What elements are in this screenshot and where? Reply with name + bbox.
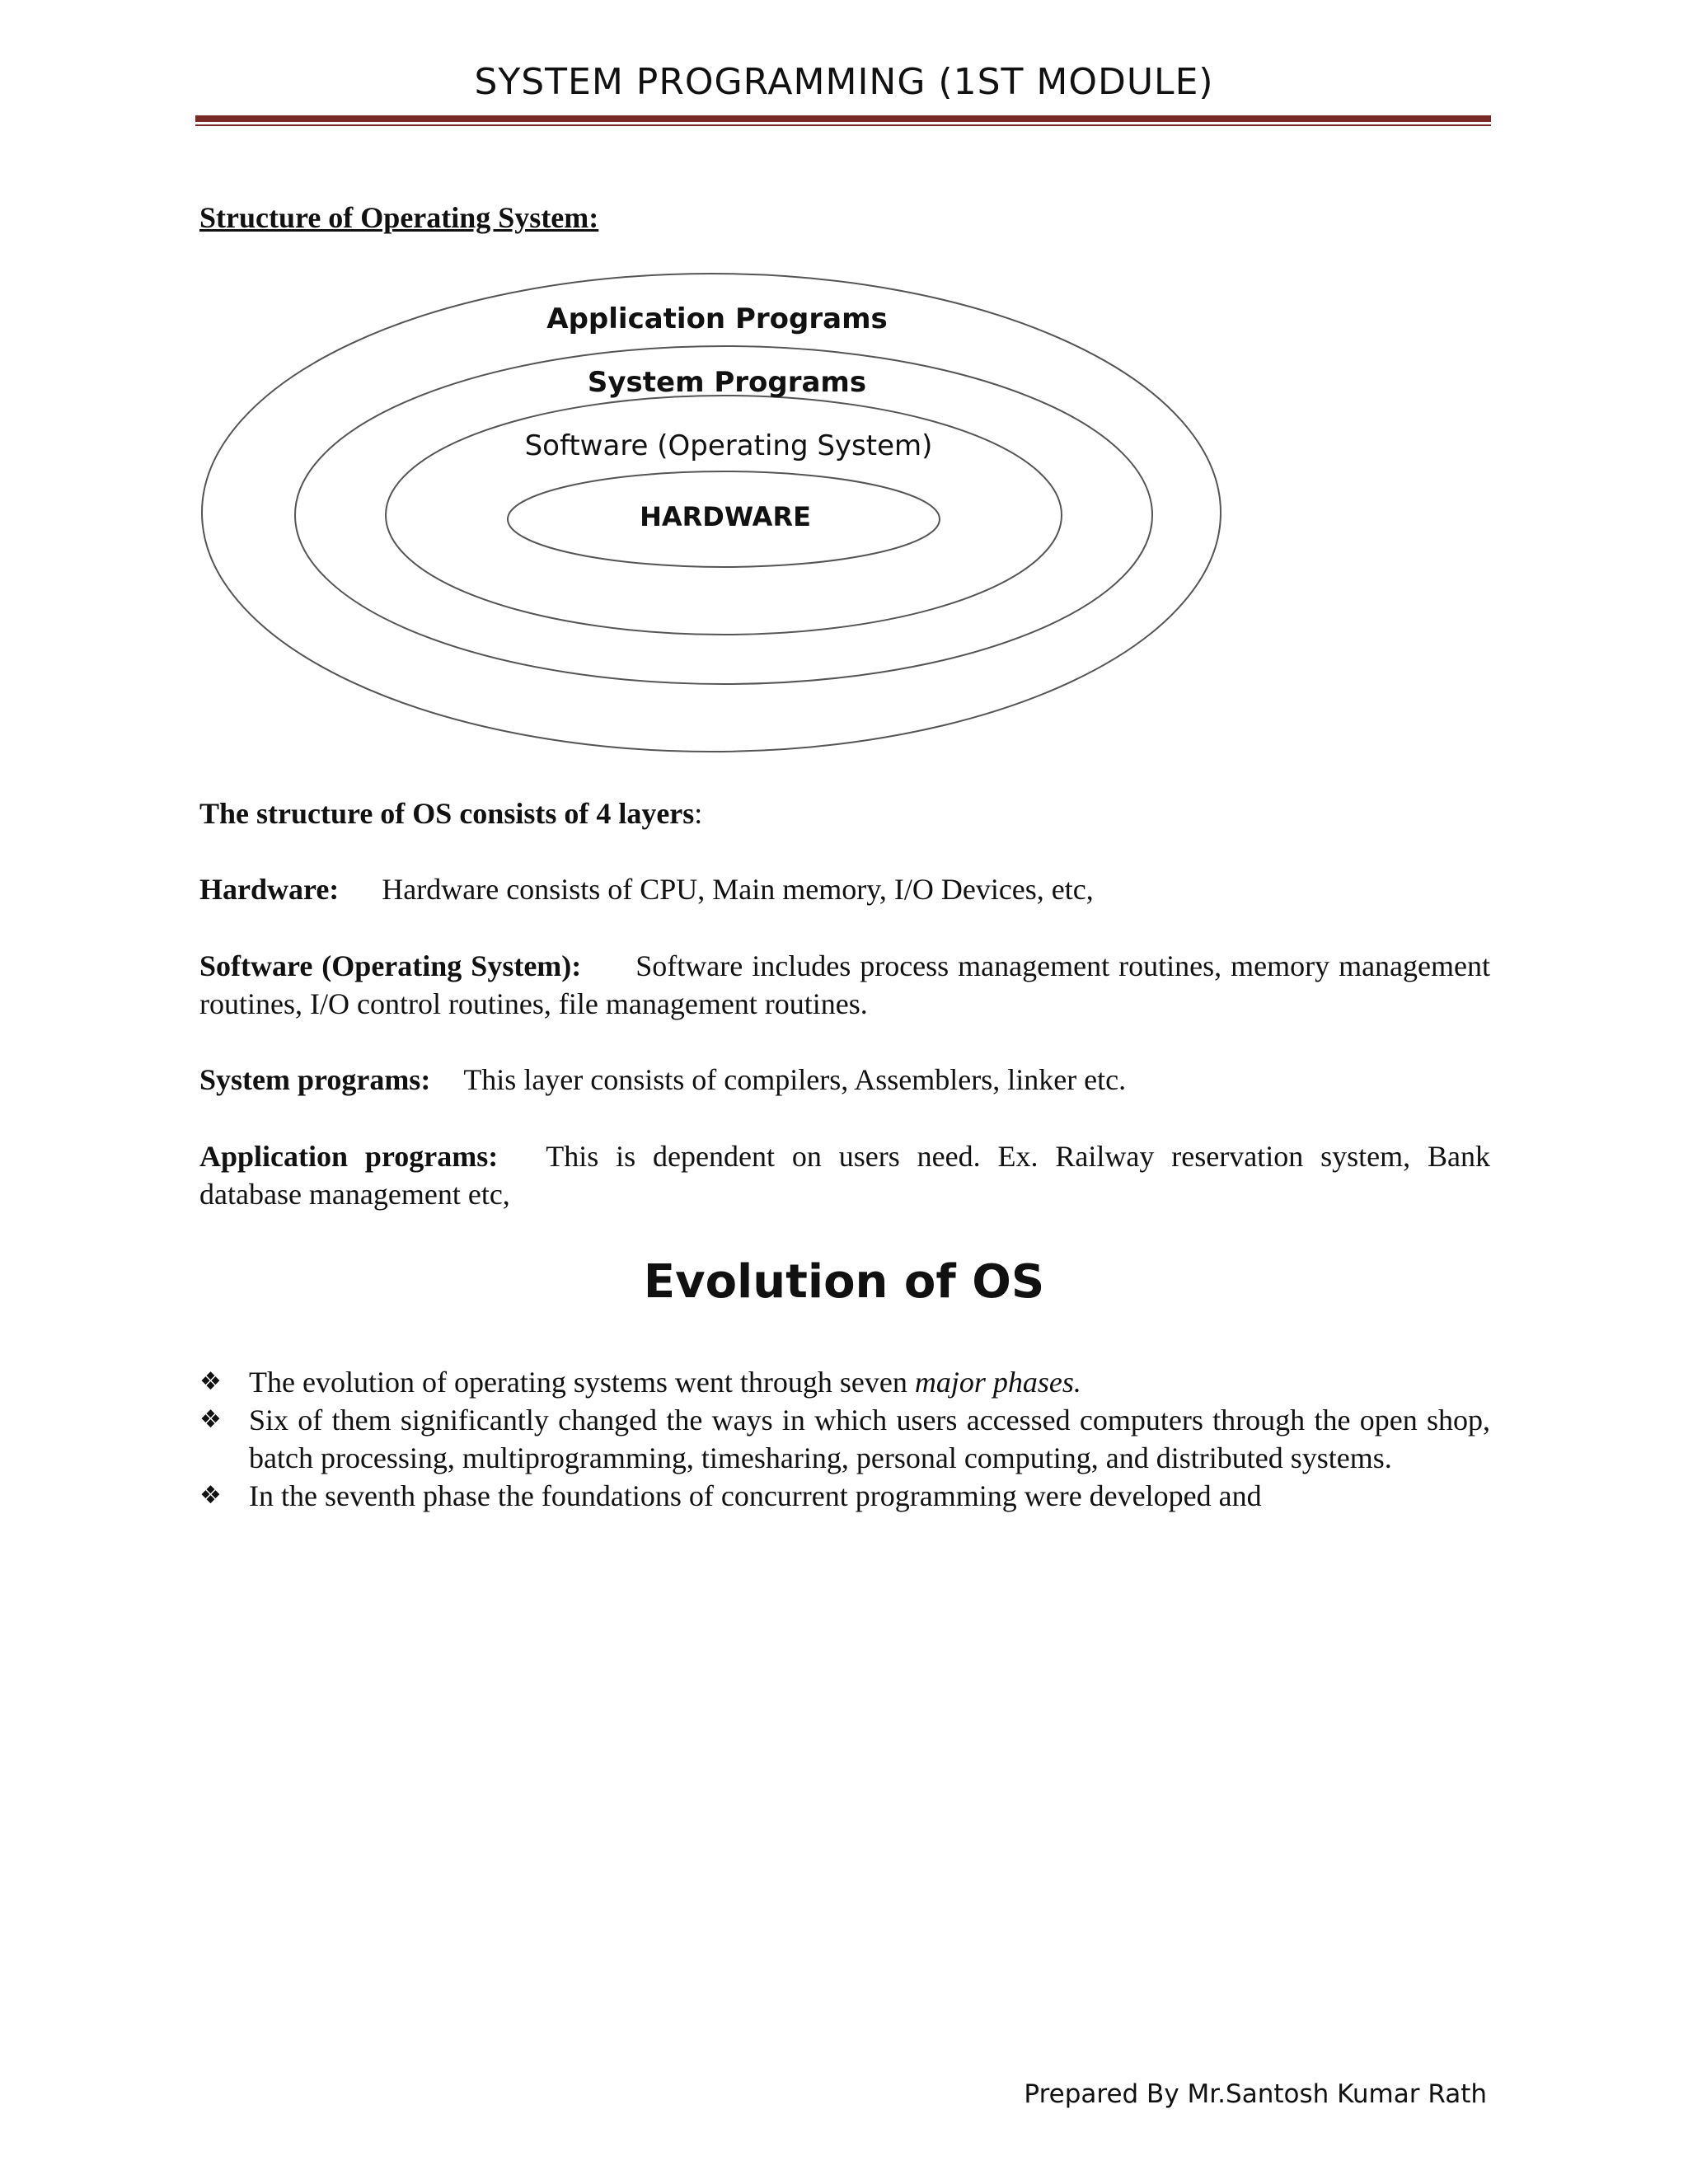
layer-label-software: Software (Operating System)	[524, 429, 933, 462]
diamond-bullet-icon: ❖	[199, 1481, 222, 1510]
layer-label-system: System Programs	[587, 366, 867, 399]
page-footer: Prepared By Mr.Santosh Kumar Rath	[1024, 2079, 1487, 2109]
list-item	[199, 1477, 1490, 1515]
header-rule	[195, 115, 1491, 122]
diamond-bullet-icon: ❖	[199, 1405, 222, 1434]
layer-term-hardware: Hardware:	[199, 873, 340, 906]
evolution-heading: Evolution of OS	[643, 1255, 1045, 1309]
layer-text-hardware: Hardware consists of CPU, Main memory, I/O Devices, etc,	[382, 873, 1094, 906]
structure-intro	[199, 794, 1490, 832]
structure-intro-suffix: :	[694, 797, 703, 830]
layer-term-software: Software (Operating System):	[199, 949, 582, 982]
section-title: Structure of Operating System:	[199, 201, 599, 234]
layer-desc-software	[199, 947, 1490, 1023]
layer-term-system: System programs:	[199, 1063, 431, 1096]
layer-text-software: Software includes process management routines, memory management routines, I/O control routines, file management routines.	[199, 949, 1490, 1020]
page-header-title: SYSTEM PROGRAMMING (1ST MODULE)	[474, 61, 1214, 103]
bullet-text: In the seventh phase the foundations of concurrent programming were developed and	[249, 1479, 1262, 1512]
layer-desc-application	[199, 1137, 1490, 1213]
layer-text-system: This layer consists of compilers, Assemblers, linker etc.	[463, 1063, 1127, 1096]
layer-label-application: Application Programs	[546, 302, 888, 335]
os-layers-diagram	[196, 268, 1235, 762]
list-item	[199, 1401, 1490, 1477]
layer-text-application: This is dependent on users need. Ex. Railway reservation system, Bank database management etc,	[199, 1140, 1490, 1211]
layer-desc-hardware	[199, 870, 1490, 908]
layer-desc-system	[199, 1061, 1490, 1099]
bullet-emphasis: major phases.	[914, 1366, 1081, 1399]
header-rule-thin	[195, 124, 1491, 126]
bullet-text: The evolution of operating systems went through seven	[249, 1366, 915, 1399]
list-item	[199, 1363, 1490, 1401]
layer-label-hardware: HARDWARE	[640, 501, 811, 532]
structure-intro-bold: The structure of OS consists of 4 layers	[199, 797, 695, 830]
evolution-bullet-list	[199, 1363, 1490, 1515]
layer-term-application: Application programs:	[199, 1140, 499, 1173]
diamond-bullet-icon: ❖	[199, 1367, 222, 1396]
bullet-text: Six of them significantly changed the ways in which users accessed computers through the open shop, batch processing, multiprogramming, timesharing, personal computing, and distributed systems.	[249, 1404, 1490, 1474]
